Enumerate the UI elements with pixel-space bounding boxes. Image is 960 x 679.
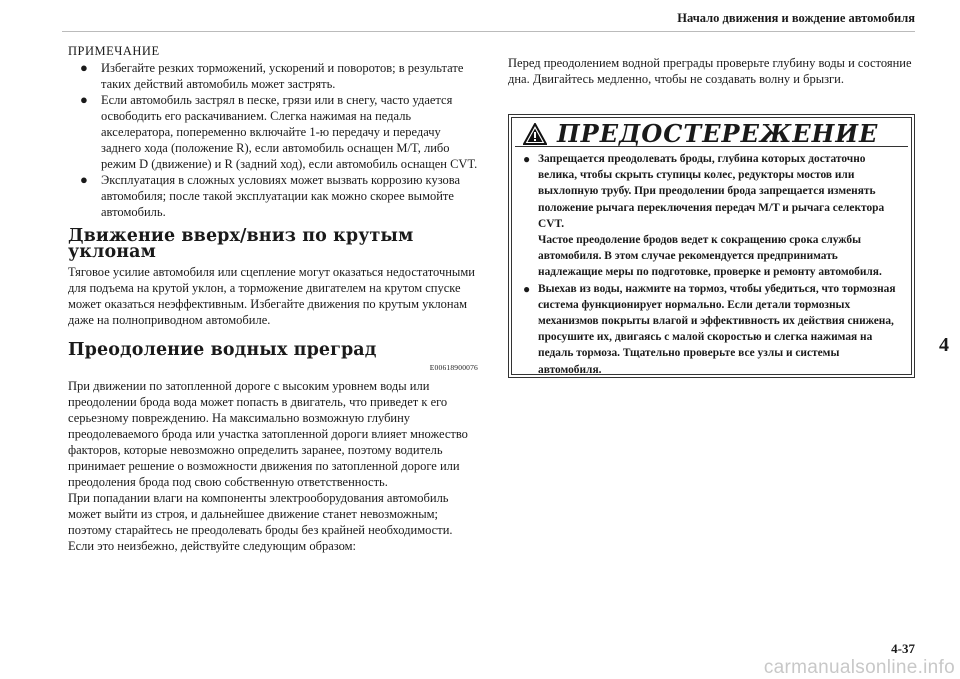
warning-rule (515, 146, 908, 147)
section-heading-slopes: Движение вверх/вниз по крутым уклонам (68, 226, 414, 262)
section-code: E00618900076 (429, 363, 478, 372)
bullet-icon: ● (523, 152, 531, 166)
note-list (68, 60, 478, 220)
bullet-icon: ● (80, 60, 88, 75)
water-paragraph-2: При попадании влаги на компоненты электрооборудования автомобиль может выйти из строя, и дальнейшее движение станет невозможным; поэтому старайтесь не преодолевать броды без крайней необходимости. Если это неизбежно, действуйте следующим образом: (68, 491, 453, 553)
left-column (68, 43, 478, 554)
note-item: ● Избегайте резких торможений, ускорений и поворотов; в результате таких действий автомобиль может застрять. (80, 60, 464, 91)
bullet-icon: ● (80, 92, 88, 107)
bullet-icon: ● (80, 172, 88, 187)
page-header-title: Начало движения и вождение автомобиля (677, 11, 915, 25)
chapter-tab: 4 (928, 321, 960, 370)
warning-list (523, 151, 903, 378)
water-paragraph-1: При движении по затопленной дороге с высоким уровнем воды или преодолении брода вода может попасть в двигатель, что приведет к его серьезному повреждению. На максимально возможную глубину преодолеваемого брода или участка затопленной дороги влияет множество факторов, которые невозможно определить заранее, поэтому водитель принимает решение о возможности движения по затопленной дороге или преодоления брода под свою собственную ответственность. (68, 379, 468, 489)
page-number: 4-37 (891, 641, 915, 656)
warning-box (508, 114, 915, 378)
warning-title-text: ПРЕДОСТЕРЕЖЕНИЕ (557, 119, 879, 148)
right-column-text: Перед преодолением водной преграды проверьте глубину воды и состояние дна. Двигайтесь медленно, чтобы не создавать волну и брызги. (508, 56, 912, 86)
warning-triangle-icon (523, 123, 547, 145)
slopes-paragraph: Тяговое усилие автомобиля или сцепление могут оказаться недостаточными для подъема на крутой уклон, а торможение двигателем на крутом спуске может оказаться неэффективным. Избегайте движения по крутым уклонам даже на полноприводном автомобиле. (68, 265, 475, 327)
warning-item: ● Запрещается преодолевать броды, глубина которых достаточно велика, чтобы скрыть ступицы колес, редукторы мостов или выхлопную трубу. При преодолении брода запрещается изменять положение рычага переключения передач M/T и рычага селектора CVT. Частое преодоление бродов ведет к сокращению срока службы автомобиля. В этом случае рекомендуется предпринимать надлежащие меры по подготовке, проверке и ремонту автомобиля. (523, 152, 885, 279)
warning-item: ● Выехав из воды, нажмите на тормоз, чтобы убедиться, что тормозная система функционирует нормально. Если детали тормозных механизмов покрыты влагой и эффективность их действия снижена, просушите их, двигаясь с малой скоростью и слегка нажимая на педаль тормоза. Тщательно проверьте все узлы и системы автомобиля. (523, 281, 896, 376)
warning-title (523, 119, 878, 148)
bullet-icon: ● (523, 281, 531, 296)
section-heading-water: Преодоление водных преград (68, 340, 377, 360)
note-heading: ПРИМЕЧАНИЕ (68, 44, 160, 58)
note-item: ● Если автомобиль застрял в песке, грязи или в снегу, часто удается освободить его раскачиванием. Слегка нажимая на педаль акселератора, попеременно включайте 1-ю передачу и передачу заднего хода (положение R), если автомобиль оснащен M/T, либо режим D (движение) и R (задний ход), если автомобиль оснащен CVT. (80, 92, 478, 171)
header-rule (62, 31, 915, 32)
note-item: ● Эксплуатация в сложных условиях может вызвать коррозию кузова автомобиля; после такой эксплуатации как можно скорее вымойте автомобиль. (80, 172, 461, 219)
watermark: carmanualsonline.info (763, 657, 955, 678)
